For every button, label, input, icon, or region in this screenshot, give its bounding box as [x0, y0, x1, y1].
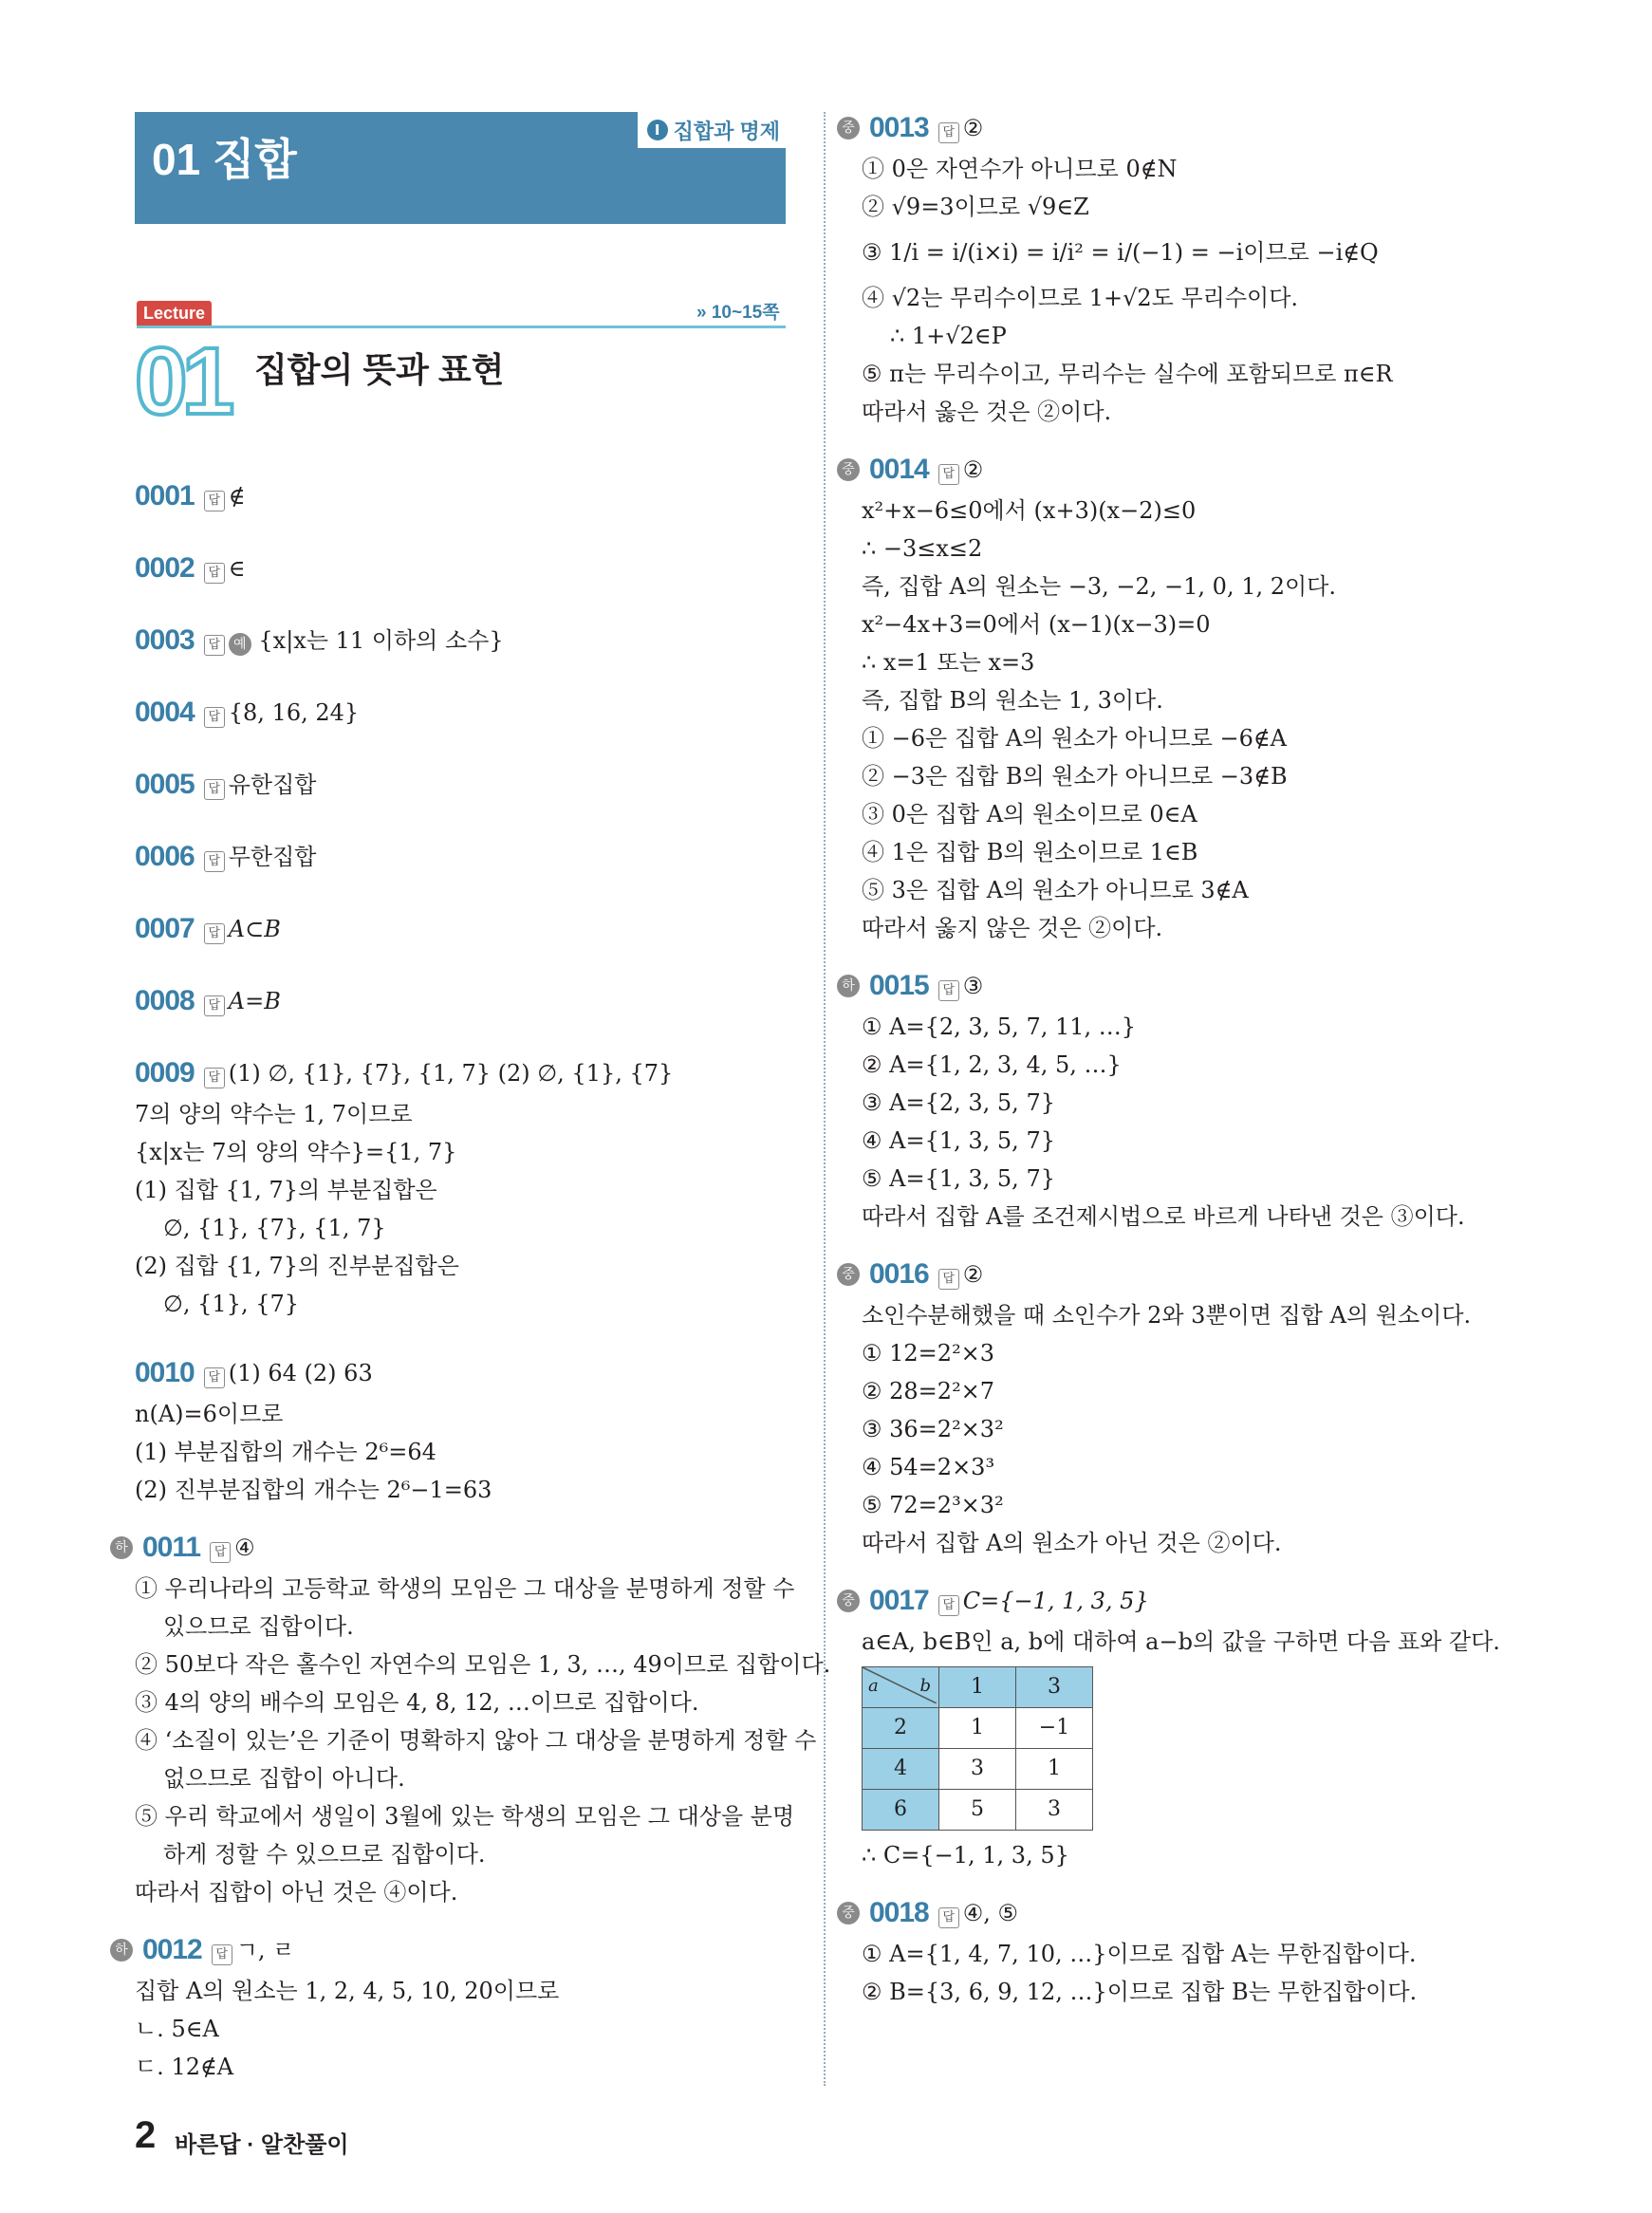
problem-number: 0014: [869, 454, 929, 485]
solution-line: (1) 집합 {1, 7}의 부분집합은: [135, 1177, 437, 1203]
solution-line: 소인수분해했을 때 소인수가 2와 3뿐이면 집합 A의 원소이다.: [862, 1302, 1472, 1329]
difference-table: [862, 1666, 1093, 1831]
lecture-pages: » 10~15쪽: [696, 303, 780, 323]
answer-icon: 답: [938, 980, 959, 1001]
answer-icon: 답: [204, 1367, 225, 1388]
problem-number: 0015: [869, 970, 929, 1001]
problem-0016: [837, 1253, 1621, 1296]
problem-0002: [135, 547, 799, 590]
lecture-rule: [137, 325, 786, 328]
problem-0018: [837, 1891, 1621, 1935]
answer-icon: 답: [204, 779, 225, 800]
table-cell: 3: [1016, 1790, 1093, 1831]
solution-line: 하게 정할 수 있으므로 집합이다.: [163, 1841, 486, 1868]
chapter-tag-number: Ⅰ: [647, 120, 668, 140]
corner-label-a: a: [868, 1676, 879, 1696]
solution-line: ③ 4의 양의 배수의 모임은 4, 8, 12, …이므로 집합이다.: [135, 1689, 699, 1716]
answer-icon: 답: [204, 1068, 225, 1088]
lecture-number: 01: [135, 328, 230, 435]
problem-number: 0004: [135, 697, 195, 728]
problem-number: 0017: [869, 1585, 929, 1616]
problem-number: 0005: [135, 769, 195, 800]
solution-line: ③ 0은 집합 A의 원소이므로 0∈A: [862, 801, 1197, 828]
solution-line: ④ 54=2×3³: [862, 1454, 995, 1480]
answer-icon: 답: [938, 122, 959, 143]
answer-icon: 답: [204, 635, 225, 656]
table-row-header: 2: [863, 1708, 939, 1749]
right-column: [842, 106, 1621, 2011]
answer: A=B: [228, 988, 281, 1014]
difficulty-badge: 하: [110, 1939, 133, 1962]
problem-0010: [135, 1351, 799, 1395]
problem-number: 0007: [135, 913, 195, 944]
problem-0014: [837, 448, 1621, 492]
problem-number: 0006: [135, 841, 195, 872]
table-cell: 1: [1016, 1749, 1093, 1790]
table-corner: [863, 1667, 939, 1708]
problem-0001: [135, 474, 799, 518]
problem-0009: [135, 1051, 799, 1095]
problem-number: 0003: [135, 624, 195, 656]
problem-0005: [135, 763, 799, 807]
answer-icon: 답: [204, 707, 225, 728]
solution-line: ② 50보다 작은 홀수인 자연수의 모임은 1, 3, …, 49이므로 집합이다.: [135, 1651, 831, 1678]
answer: ④: [234, 1534, 255, 1561]
solution-line: 없으므로 집합이 아니다.: [163, 1765, 405, 1792]
solution-line: ∅, {1}, {7}, {1, 7}: [163, 1215, 386, 1241]
solution-line: ① −6은 집합 A의 원소가 아니므로 −6∉A: [862, 725, 1287, 752]
problem-0004: [135, 691, 799, 735]
solution-line: 집합 A의 원소는 1, 2, 4, 5, 10, 20이므로: [135, 1978, 560, 2004]
answer: 유한집합: [228, 772, 317, 798]
chapter-title: 01 집합: [152, 135, 297, 184]
answer: ③: [962, 973, 984, 999]
difficulty-badge: 하: [110, 1536, 133, 1559]
solution-line: ② B={3, 6, 9, 12, …}이므로 집합 B는 무한집합이다.: [862, 1979, 1418, 2005]
solution-line: 따라서 집합 A를 조건제시법으로 바르게 나타낸 것은 ③이다.: [862, 1203, 1465, 1230]
answer: C={−1, 1, 3, 5}: [962, 1588, 1149, 1614]
difficulty-badge: 중: [837, 458, 860, 481]
solution-line: x²−4x+3=0에서 (x−1)(x−3)=0: [862, 611, 1211, 638]
answer-icon: 답: [938, 1269, 959, 1290]
answer: ②: [962, 115, 984, 141]
problem-number: 0018: [869, 1897, 929, 1928]
chapter-title-bar: [135, 112, 786, 224]
corner-label-b: b: [919, 1676, 931, 1696]
difficulty-badge: 중: [837, 1902, 860, 1925]
problem-number: 0008: [135, 985, 195, 1016]
solution-line: (1) 부분집합의 개수는 2⁶=64: [135, 1439, 436, 1465]
problem-0015: [837, 964, 1621, 1008]
solution-line: ⑤ π는 무리수이고, 무리수는 실수에 포함되므로 π∈R: [862, 361, 1393, 387]
solution-line: ② −3은 집합 B의 원소가 아니므로 −3∉B: [862, 763, 1288, 790]
difficulty-badge: 중: [837, 1590, 860, 1612]
solution-line: ④ ‘소질이 있는’은 기준이 명확하지 않아 그 대상을 분명하게 정할 수: [135, 1727, 817, 1754]
solution-line: ④ 1은 집합 B의 원소이므로 1∈B: [862, 839, 1198, 865]
problem-0011: [110, 1526, 799, 1570]
problem-0006: [135, 835, 799, 879]
left-column: [115, 474, 831, 2086]
difficulty-badge: 중: [837, 1263, 860, 1286]
answer: ∉: [228, 483, 246, 510]
problem-0007: [135, 907, 799, 951]
problem-0012: [110, 1928, 799, 1972]
answer: A⊂B: [228, 916, 281, 942]
solution-line: ③ A={2, 3, 5, 7}: [862, 1089, 1055, 1116]
solution-line: ⑤ 3은 집합 A의 원소가 아니므로 3∉A: [862, 877, 1249, 903]
answer-icon: 답: [204, 923, 225, 944]
solution-line: ∴ C={−1, 1, 3, 5}: [862, 1842, 1069, 1869]
lecture-badge: Lecture: [137, 301, 212, 326]
solution-line: ⑤ 72=2³×3²: [862, 1492, 1004, 1518]
answer: 무한집합: [228, 844, 317, 870]
difficulty-badge: 중: [837, 117, 860, 139]
answer: ∈: [228, 555, 246, 582]
answer-icon: 답: [938, 1907, 959, 1928]
answer-icon: 답: [938, 1595, 959, 1616]
difficulty-badge: 하: [837, 975, 860, 997]
example-icon: 예: [229, 633, 251, 656]
answer: ④, ⑤: [962, 1900, 1019, 1926]
table-cell: 5: [939, 1790, 1016, 1831]
solution-line: (2) 진부분집합의 개수는 2⁶−1=63: [135, 1477, 492, 1503]
table-col-header: 3: [1016, 1667, 1093, 1708]
solution-line: ⑤ 우리 학교에서 생일이 3월에 있는 학생의 모임은 그 대상을 분명: [135, 1803, 795, 1830]
solution-line: ① 0은 자연수가 아니므로 0∉N: [862, 156, 1178, 182]
solution-line: a∈A, b∈B인 a, b에 대하여 a−b의 값을 구하면 다음 표와 같다.: [862, 1628, 1500, 1655]
answer-icon: 답: [204, 491, 225, 511]
answer: {8, 16, 24}: [228, 699, 360, 726]
solution-line: ① A={2, 3, 5, 7, 11, …}: [862, 1014, 1137, 1040]
column-divider: [824, 112, 826, 2086]
solution-line: ∅, {1}, {7}: [163, 1291, 300, 1317]
problem-number: 0012: [142, 1934, 202, 1965]
chapter-tag: [638, 112, 786, 148]
answer: ②: [962, 1261, 984, 1288]
footer-title: 바른답 · 알찬풀이: [175, 2132, 349, 2158]
problem-0017: [837, 1579, 1621, 1623]
solution-line: ① 우리나라의 고등학교 학생의 모임은 그 대상을 분명하게 정할 수: [135, 1575, 795, 1602]
problem-number: 0001: [135, 480, 195, 511]
solution-line: ㄴ. 5∈A: [135, 2016, 219, 2042]
solution-line: ⑤ A={1, 3, 5, 7}: [862, 1165, 1055, 1192]
solution-line: x²+x−6≤0에서 (x+3)(x−2)≤0: [862, 497, 1197, 524]
answer: ㄱ, ㄹ: [235, 1937, 295, 1963]
answer-icon: 답: [204, 995, 225, 1016]
chapter-tag-text: 집합과 명제: [673, 119, 780, 143]
table-row-header: 4: [863, 1749, 939, 1790]
answer: ②: [962, 456, 984, 483]
page-number: 2: [135, 2114, 157, 2156]
solution-line: 따라서 집합이 아닌 것은 ④이다.: [135, 1879, 458, 1906]
problem-0008: [135, 979, 799, 1023]
solution-line: ② A={1, 2, 3, 4, 5, …}: [862, 1051, 1122, 1078]
solution-line: ③ 36=2²×3²: [862, 1416, 1004, 1442]
solution-line: ① A={1, 4, 7, 10, …}이므로 집합 A는 무한집합이다.: [862, 1941, 1417, 1967]
problem-number: 0011: [142, 1532, 201, 1563]
solution-line: 따라서 옳은 것은 ②이다.: [862, 399, 1112, 425]
lecture-title: 집합의 뜻과 표현: [254, 350, 505, 389]
problem-0003: [135, 619, 799, 662]
problem-number: 0009: [135, 1057, 195, 1088]
solution-line: ② √9=3이므로 √9∈Z: [862, 194, 1089, 220]
answer-icon: 답: [210, 1542, 231, 1563]
problem-number: 0010: [135, 1357, 195, 1388]
solution-line: 따라서 옳지 않은 것은 ②이다.: [862, 915, 1163, 941]
solution-line: 7의 양의 약수는 1, 7이므로: [135, 1101, 413, 1127]
solution-line: (2) 집합 {1, 7}의 진부분집합은: [135, 1253, 459, 1279]
solution-line: ∴ −3≤x≤2: [862, 535, 983, 562]
problem-number: 0013: [869, 112, 929, 143]
answer-icon: 답: [212, 1944, 232, 1965]
solution-line: 따라서 집합 A의 원소가 아닌 것은 ②이다.: [862, 1530, 1282, 1556]
answer: (1) 64 (2) 63: [228, 1360, 373, 1386]
table-cell: 1: [939, 1708, 1016, 1749]
solution-line: ② 28=2²×7: [862, 1378, 995, 1404]
solution-line: 즉, 집합 B의 원소는 1, 3이다.: [862, 687, 1163, 714]
solution-line: 즉, 집합 A의 원소는 −3, −2, −1, 0, 1, 2이다.: [862, 573, 1336, 600]
problem-number: 0016: [869, 1258, 929, 1290]
answer: (1) ∅, {1}, {7}, {1, 7} (2) ∅, {1}, {7}: [228, 1060, 674, 1087]
table-row-header: 6: [863, 1790, 939, 1831]
table-col-header: 1: [939, 1667, 1016, 1708]
solution-line: 있으므로 집합이다.: [163, 1613, 354, 1640]
problem-number: 0002: [135, 552, 195, 584]
solution-line: ③ 1/i = i/(i×i) = i/i² = i/(−1) = −i이므로 −i∉Q: [862, 239, 1379, 266]
table-cell: −1: [1016, 1708, 1093, 1749]
solution-line: {x|x는 7의 양의 약수}={1, 7}: [135, 1139, 457, 1165]
solution-line: ∴ x=1 또는 x=3: [862, 649, 1035, 676]
solution-line: n(A)=6이므로: [135, 1401, 284, 1427]
answer: {x|x는 11 이하의 소수}: [258, 627, 504, 654]
solution-line: ∴ 1+√2∈P: [890, 323, 1007, 349]
problem-0013: [837, 106, 1621, 150]
solution-line: ④ √2는 무리수이므로 1+√2도 무리수이다.: [862, 285, 1299, 311]
answer-icon: 답: [204, 851, 225, 872]
solution-line: ① 12=2²×3: [862, 1340, 995, 1367]
answer-icon: 답: [938, 464, 959, 485]
answer-icon: 답: [204, 563, 225, 584]
solution-line: ④ A={1, 3, 5, 7}: [862, 1127, 1055, 1154]
table-cell: 3: [939, 1749, 1016, 1790]
solution-line: ㄷ. 12∉A: [135, 2054, 234, 2080]
